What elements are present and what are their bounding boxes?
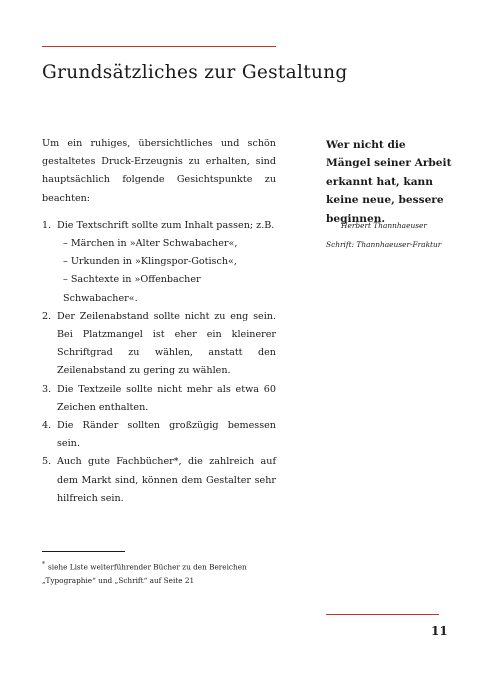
top-red-rule (42, 46, 276, 47)
quote-line: erkannt hat, kann (326, 175, 433, 188)
list-number: 3. (42, 383, 52, 395)
page-number: 11 (431, 624, 448, 638)
example-item: – Sachtexte in »Offenbacher Schwabacher«. (63, 274, 201, 304)
list-item-text: Die Textzeile sollte nicht mehr als etwa 60 Zeichen enthalten. (57, 383, 276, 413)
guideline-list (42, 217, 276, 508)
list-item (42, 308, 276, 381)
quote-author: Herbert Thannhaeuser (341, 221, 427, 230)
main-text (42, 135, 276, 508)
side-quote (326, 136, 452, 228)
list-item-text: Die Ränder sollten großzügig bemessen sein. (57, 420, 276, 450)
quote-line: beginnen. (326, 212, 386, 225)
quote-line: Mängel seiner Arbeit (326, 157, 452, 170)
footnote (42, 558, 276, 587)
intro-paragraph: Um ein ruhiges, übersichtliches und schön gestaltetes Druck-Erzeugnis zu erhalten, sind hauptsächlich folgende Gesichtspunkte zu beachten: (42, 138, 276, 204)
list-number: 1. (42, 219, 52, 231)
list-item-text: Der Zeilenabstand sollte nicht zu eng sein. Bei Platzmangel ist eher ein kleinerer Schriftgrad zu wählen, anstatt den Zeilenabstand zu gering zu wählen. (57, 310, 276, 377)
list-item-text: Auch gute Fachbücher*, die zahlreich auf dem Markt sind, können dem Gestalter sehr hilfreich sein. (57, 456, 276, 504)
quote-line: keine neue, bessere (326, 194, 444, 207)
list-number: 2. (42, 310, 52, 322)
footnote-text: siehe Liste weiterführender Bücher zu den Bereichen „Typographie“ und „Schrift“ auf Seite 21 (42, 562, 247, 585)
list-item (42, 417, 276, 453)
page-title: Grundsätzliches zur Gestaltung (42, 62, 348, 83)
list-number: 4. (42, 420, 52, 432)
list-item (42, 381, 276, 417)
list-item (42, 453, 276, 508)
font-credit: Schrift: Thannhaeuser-Fraktur (326, 240, 442, 249)
example-item: – Urkunden in »Klingspor-Gotisch«, (63, 256, 237, 268)
list-number: 5. (42, 456, 52, 468)
example-list (57, 235, 276, 308)
example-item: – Märchen in »Alter Schwabacher«, (63, 238, 238, 250)
list-item (42, 217, 276, 308)
quote-line: Wer nicht die (326, 139, 406, 151)
list-item-text: Die Textschrift sollte zum Inhalt passen; z.B. (57, 219, 275, 231)
bottom-red-rule (326, 614, 439, 615)
footnote-rule (42, 551, 125, 552)
footnote-marker: * (42, 561, 45, 568)
